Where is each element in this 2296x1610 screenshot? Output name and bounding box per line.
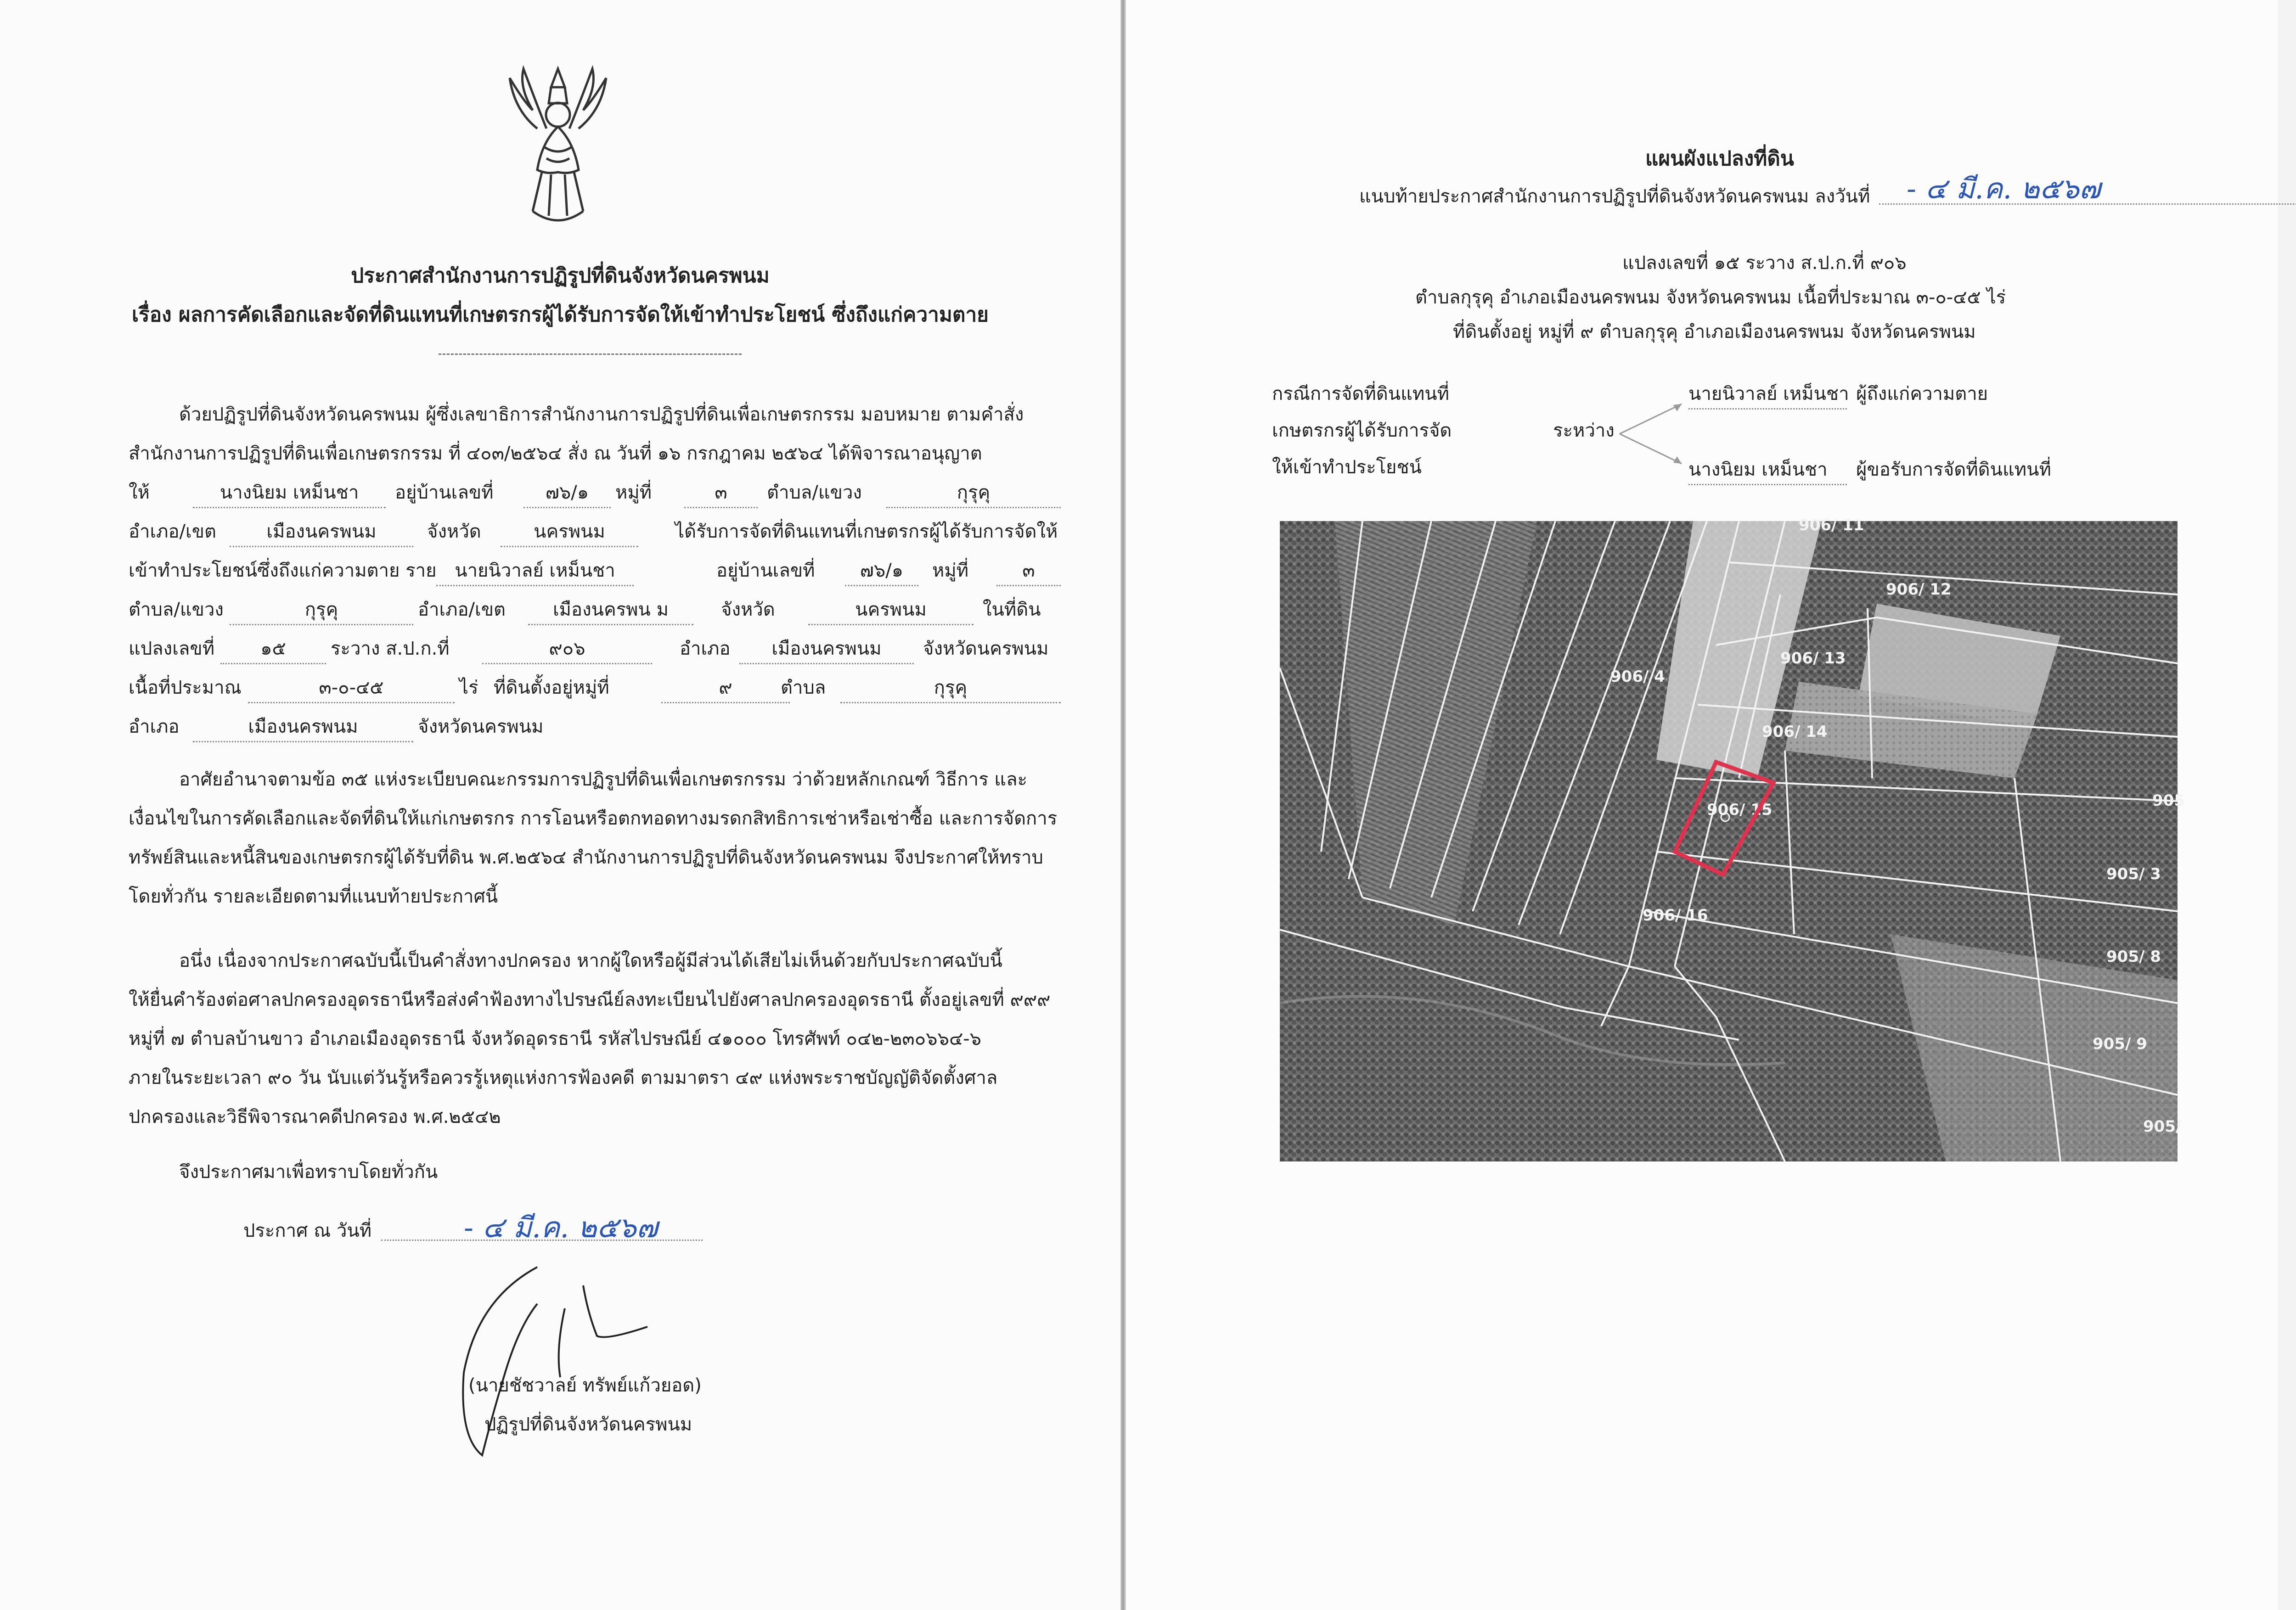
field-located-moo: ๙ bbox=[661, 673, 790, 703]
map-label-906-4: 906/ 4 bbox=[1610, 668, 1665, 686]
plot-info-line1: แปลงเลขที่ ๑๕ ระวาง ส.ป.ก.ที่ ๙๐๖ bbox=[1622, 252, 1907, 274]
map-page-title: แผนผังแปลงที่ดิน bbox=[1645, 147, 1794, 170]
para2-line3: ทรัพย์สินและหนี้สินของเกษตรกรผู้ได้รับที่ดิน พ.ศ.๒๕๖๔ สำนักงานการปฏิรูปที่ดินจังหวัดนครพนม จึงประกาศให้ทราบ bbox=[129, 847, 1043, 868]
label-moo-2: หมู่ที่ bbox=[932, 560, 969, 581]
garuda-emblem bbox=[505, 60, 611, 230]
para1-line5-head: เข้าทำประโยชน์ซึ่งถึงแก่ความตาย ราย bbox=[129, 560, 437, 581]
field-recipient-name: นางนิยม เหม็นชา bbox=[193, 477, 386, 508]
deceased-role: ผู้ถึงแก่ความตาย bbox=[1856, 383, 1988, 404]
field-house-no: ๗๖/๑ bbox=[523, 477, 611, 508]
field-moo: ๓ bbox=[684, 477, 758, 508]
para2-line1: อาศัยอำนาจตามข้อ ๓๕ แห่งระเบียบคณะกรรมการปฏิรูปที่ดินเพื่อเกษตรกรรม ว่าด้วยหลักเกณฑ์ วิธีการ และ bbox=[179, 769, 1028, 790]
closing-statement: จึงประกาศมาเพื่อทราบโดยทั่วกัน bbox=[179, 1161, 438, 1183]
field-amphoe: เมืองนครพนม bbox=[230, 516, 413, 547]
label-amphoe-3: อำเภอ bbox=[680, 638, 731, 659]
case-line3: ให้เข้าทำประโยชน์ bbox=[1272, 457, 1422, 478]
label-province-4: จังหวัดนครพนม bbox=[418, 716, 544, 737]
label-amphoe-4: อำเภอ bbox=[129, 716, 180, 737]
label-province-3: จังหวัดนครพนม bbox=[923, 638, 1049, 659]
handwritten-map-date: - ๔ มี.ค. ๒๕๖๗ bbox=[1907, 172, 2101, 205]
label-located-moo: ที่ดินตั้งอยู่หมู่ที่ bbox=[494, 677, 609, 698]
field-house-no-2: ๗๖/๑ bbox=[845, 555, 918, 586]
announcement-page bbox=[0, 0, 1120, 1610]
handwritten-date: - ๔ มี.ค. ๒๕๖๗ bbox=[464, 1211, 658, 1244]
label-amphoe-2: อำเภอ/เขต bbox=[418, 599, 506, 620]
signer-title: ปฏิรูปที่ดินจังหวัดนครพนม bbox=[484, 1414, 692, 1435]
para3-line3: หมู่ที่ ๗ ตำบลบ้านขาว อำเภอเมืองอุดรธานี จังหวัดอุดรธานี รหัสไปรษณีย์ ๔๑๐๐๐ โทรศัพท์ ๐๔๒-๒๓๐๖๖๔-๖ bbox=[129, 1028, 982, 1049]
para3-line5: ปกครองและวิธีพิจารณาคดีปกครอง พ.ศ.๒๕๔๒ bbox=[129, 1106, 501, 1128]
label-tambon-3: ตำบล bbox=[781, 677, 826, 698]
label-province-2: จังหวัด bbox=[721, 599, 775, 620]
label-give: ให้ bbox=[129, 482, 150, 503]
case-line1: กรณีการจัดที่ดินแทนที่ bbox=[1272, 383, 1449, 404]
field-area: ๓-๐-๔๕ bbox=[248, 673, 455, 703]
para2-line2: เงื่อนไขในการคัดเลือกและจัดที่ดินให้แก่เกษตรกร การโอนหรือตกทอดทางมรดกสิทธิการเช่าหรือเช่าซื้อ และการจัดการ bbox=[129, 808, 1058, 829]
field-deceased-name: นายนิวาลย์ เหม็นชา bbox=[436, 555, 634, 586]
deceased-name: นายนิวาลย์ เหม็นชา bbox=[1688, 379, 1847, 410]
label-tambon-2: ตำบล/แขวง bbox=[129, 599, 224, 620]
case-line2: เกษตรกรผู้ได้รับการจัด bbox=[1272, 420, 1452, 441]
para1-line2: สำนักงานการปฏิรูปที่ดินเพื่อเกษตรกรรม ที่ ๔๐๓/๒๕๖๔ สั่ง ณ วันที่ ๑๖ กรกฎาคม ๒๕๖๔ ได้พิจารณาอนุญาต bbox=[129, 443, 982, 464]
para1-line4-tail: ได้รับการจัดที่ดินแทนที่เกษตรกรผู้ได้รับการจัดให้ bbox=[675, 521, 1058, 542]
para2-line4: โดยทั่วกัน รายละเอียดตามที่แนบท้ายประกาศนี้ bbox=[129, 886, 498, 907]
map-label-906-12: 906/ 12 bbox=[1886, 580, 1952, 599]
map-label-906-11: 906/ 11 bbox=[1799, 516, 1864, 534]
between-label: ระหว่าง bbox=[1553, 420, 1615, 441]
announcement-title: ประกาศสำนักงานการปฏิรูปที่ดินจังหวัดนครพนม bbox=[351, 264, 770, 287]
field-amphoe-4: เมืองนครพนม bbox=[193, 712, 413, 742]
label-sheet: ระวาง ส.ป.ก.ที่ bbox=[331, 638, 450, 659]
map-page-subtitle: แนบท้ายประกาศสำนักงานการปฏิรูปที่ดินจังหวัดนครพนม ลงวันที่ bbox=[1359, 186, 1870, 207]
announcement-subject: เรื่อง ผลการคัดเลือกและจัดที่ดินแทนที่เกษตรกรผู้ได้รับการจัดให้เข้าทำประโยชน์ ซึ่งถึงแก่ความตาย bbox=[132, 303, 989, 326]
plot-info-line2: ตำบลกุรุคุ อำเภอเมืองนครพนม จังหวัดนครพนม เนื้อที่ประมาณ ๓-๐-๔๕ ไร่ bbox=[1415, 287, 2006, 308]
date-label: ประกาศ ณ วันที่ bbox=[243, 1220, 372, 1241]
signer-name: (นายชัชวาลย์ ทรัพย์แก้วยอด) bbox=[468, 1375, 702, 1396]
label-tambon: ตำบล/แขวง bbox=[767, 482, 862, 503]
label-province: จังหวัด bbox=[427, 521, 481, 542]
field-tambon: กุรุคุ bbox=[886, 477, 1061, 508]
label-area: เนื้อที่ประมาณ bbox=[129, 677, 242, 698]
recipient-role: ผู้ขอรับการจัดที่ดินแทนที่ bbox=[1856, 459, 2051, 480]
map-label-905-8: 905/ 8 bbox=[2106, 948, 2161, 966]
recipient-name: นางนิยม เหม็นชา bbox=[1688, 454, 1847, 485]
label-house-no: อยู่บ้านเลขที่ bbox=[395, 482, 494, 503]
label-amphoe: อำเภอ/เขต bbox=[129, 521, 217, 542]
para1-line1: ด้วยปฏิรูปที่ดินจังหวัดนครพนม ผู้ซึ่งเลขาธิการสำนักงานการปฏิรูปที่ดินเพื่อเกษตรกรรม มอบหมาย ตามคำสั่ง bbox=[179, 404, 1024, 425]
map-label-905-3: 905/ 3 bbox=[2106, 865, 2161, 883]
map-label-905-9: 905/ 9 bbox=[2093, 1035, 2147, 1053]
map-label-906-13: 906/ 13 bbox=[1780, 649, 1846, 668]
field-province: นครพนม bbox=[501, 516, 638, 547]
field-moo-2: ๓ bbox=[996, 555, 1061, 586]
label-moo: หมู่ที่ bbox=[615, 482, 652, 503]
label-rai: ไร่ bbox=[459, 677, 478, 698]
map-label-906-15: 906/ 15 bbox=[1707, 801, 1773, 819]
map-label-905: 905 bbox=[2152, 791, 2185, 810]
page-fold bbox=[1120, 0, 1126, 1610]
map-label-905-x: 905/ bbox=[2143, 1117, 2182, 1136]
map-label-906-16: 906/ 16 bbox=[1643, 906, 1708, 925]
field-province-2: นครพนม bbox=[808, 595, 974, 625]
label-plot-no: แปลงเลขที่ bbox=[129, 638, 215, 659]
map-label-906-14: 906/ 14 bbox=[1762, 723, 1828, 741]
field-tambon-2: กุรุคุ bbox=[230, 595, 413, 625]
title-divider bbox=[439, 353, 742, 355]
field-plot-no: ๑๕ bbox=[220, 634, 326, 664]
para3-line2: ให้ยื่นคำร้องต่อศาลปกครองอุดรธานีหรือส่งคำฟ้องทางไปรษณีย์ลงทะเบียนไปยังศาลปกครองอุดรธานี ตั้งอยู่เลขที่ ๙๙๙ bbox=[129, 989, 1051, 1010]
para3-line1: อนึ่ง เนื่องจากประกาศฉบับนี้เป็นคำสั่งทางปกครอง หากผู้ใดหรือผู้มีส่วนได้เสียไม่เห็นด้วยกับประกาศฉบับนี้ bbox=[179, 950, 1002, 971]
field-sheet: ๙๐๖ bbox=[482, 634, 652, 664]
plot-info-line3: ที่ดินตั้งอยู่ หมู่ที่ ๙ ตำบลกุรุคุ อำเภอเมืองนครพนม จังหวัดนครพนม bbox=[1453, 321, 1976, 342]
field-amphoe-2: เมืองนครพน ม bbox=[528, 595, 693, 625]
field-tambon-3: กุรุคุ bbox=[840, 673, 1061, 703]
para3-line4: ภายในระยะเวลา ๙๐ วัน นับแต่วันรู้หรือควรรู้เหตุแห่งการฟ้องคดี ตามมาตรา ๔๙ แห่งพระราชบัญญัติจัดตั้งศาล bbox=[129, 1067, 998, 1088]
aerial-plot-map bbox=[1280, 516, 2185, 1161]
arrow-connector-icon bbox=[1617, 395, 1691, 475]
field-amphoe-3: เมืองนครพนม bbox=[739, 634, 914, 664]
label-house-no-2: อยู่บ้านเลขที่ bbox=[716, 560, 815, 581]
label-in-land: ในที่ดิน bbox=[983, 599, 1041, 620]
